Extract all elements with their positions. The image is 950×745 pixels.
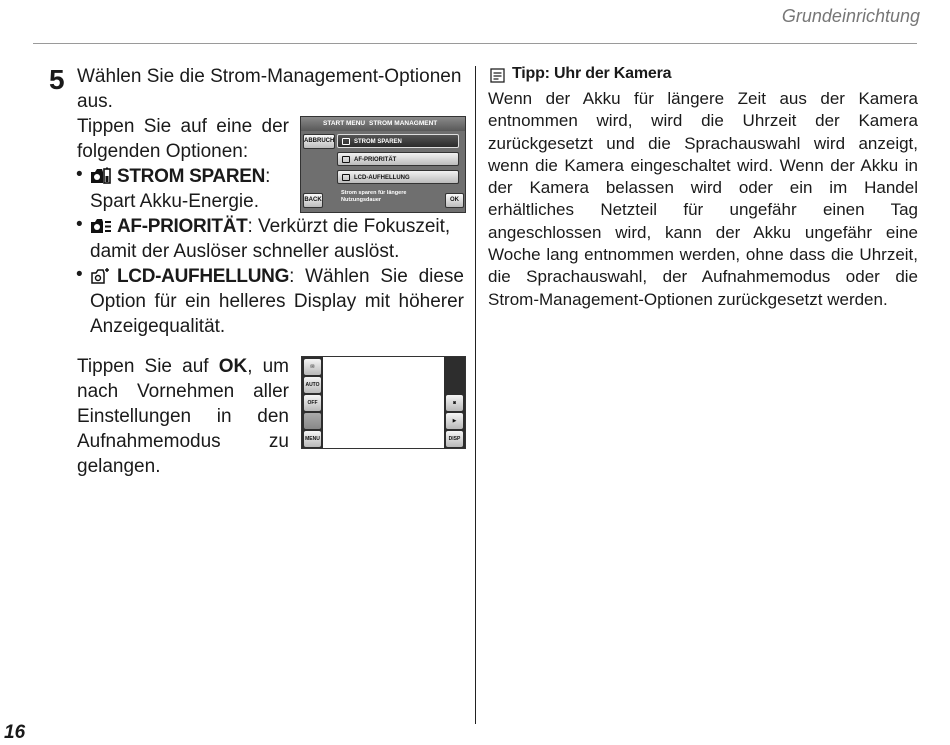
left-soft-keys	[302, 357, 323, 448]
option-power-save	[90, 164, 290, 214]
menu-header-left: START MENU	[323, 120, 366, 127]
tip-note-icon	[490, 68, 505, 83]
option-lcd-brightness	[90, 264, 464, 339]
right-soft-keys	[444, 357, 465, 448]
option-desc: : Spart Akku-Energie.	[90, 166, 271, 212]
lcd-brightness-icon	[90, 267, 112, 285]
cancel-button[interactable]: ABBRUCH	[303, 134, 335, 149]
option-name: LCD-AUFHELLUNG	[117, 266, 290, 287]
playback-icon[interactable]: ▶	[446, 413, 463, 429]
power-management-menu-screenshot	[300, 116, 466, 213]
tip-body: Wenn der Akku für längere Zeit aus der Kamera entnommen wird, wird die Uhrzeit der Kamera zurückgesetzt und die Sprachauswahl wird anzeigt, wenn die Kamera eingeschaltet wird. Wenn der Akku in der Kamera belassen wird oder ein im Handel erhältliches Netzteil für ungefähr einen Tag angeschlossen wird, kann der Akku ungefähr eine Woche lang entnommen werden, ohne dass die Uhrzeit, die Sprachauswahl, der Aufnahmemodus oder die Strom-Management-Optionen zurückgesetzt werden.	[488, 89, 918, 309]
option-desc: : Verkürzt die Fokuszeit, damit der Auslöser schneller auslöst.	[90, 216, 451, 262]
menu-item-power-save[interactable]	[337, 134, 459, 148]
menu-header	[301, 117, 465, 131]
option-name: AF-PRIORITÄT	[117, 216, 248, 237]
back-button[interactable]: BACK	[303, 193, 323, 208]
option-desc: : Wählen Sie diese Option für ein helleres Display mit höherer Anzeigequalität.	[90, 266, 464, 337]
flash-button[interactable]	[304, 413, 321, 429]
menu-description: Strom sparen für längere Nutzungsdauer	[341, 190, 407, 203]
option-af-priority	[90, 214, 468, 264]
menu-item-af-priority[interactable]	[337, 152, 459, 166]
face-detection-icon[interactable]: ◙	[446, 395, 463, 411]
instruction-text: Tippen Sie auf	[77, 356, 219, 377]
power-save-icon	[90, 167, 112, 185]
section-title: Grundeinrichtung	[781, 6, 920, 26]
header-rule	[33, 43, 917, 44]
ok-button[interactable]: OK	[445, 193, 464, 208]
bullet: •	[76, 164, 83, 185]
menu-item-label: AF-PRIORITÄT	[354, 157, 397, 163]
menu-item-label: STROM SPAREN	[354, 139, 402, 145]
auto-mode-button[interactable]: AUTO	[304, 377, 321, 393]
self-timer-button[interactable]: OFF	[304, 395, 321, 411]
page-number: 16	[4, 722, 26, 743]
column-divider	[475, 66, 476, 724]
power-save-icon	[342, 138, 350, 145]
menu-button[interactable]: MENU	[304, 431, 321, 447]
bullet: •	[76, 214, 83, 235]
disp-button[interactable]: DISP	[446, 431, 463, 447]
option-name: STROM SPAREN	[117, 166, 266, 187]
instruction-text: , um nach Vornehmen aller Einstellungen in den Aufnahmemodus zu gelangen.	[77, 356, 289, 477]
af-priority-icon	[90, 217, 112, 235]
ok-keyword: OK	[218, 356, 248, 377]
step-number: 5	[49, 64, 65, 95]
tip-title: Tipp: Uhr der Kamera	[512, 65, 672, 82]
step-intro: Tippen Sie auf eine der folgenden Optionen:	[77, 116, 289, 162]
af-priority-icon	[342, 156, 350, 163]
menu-header-right: STROM MANAGMENT	[369, 120, 438, 127]
menu-item-lcd-brightness[interactable]	[337, 170, 459, 184]
step-title: Wählen Sie die Strom-Management-Optionen aus.	[77, 66, 462, 112]
menu-item-label: LCD-AUFHELLUNG	[354, 175, 410, 181]
lcd-brightness-icon	[342, 174, 350, 181]
bullet: •	[76, 264, 83, 285]
shooting-mode-screenshot	[301, 356, 466, 449]
mail-icon[interactable]: ✉	[304, 359, 321, 375]
ok-instruction	[77, 354, 289, 479]
